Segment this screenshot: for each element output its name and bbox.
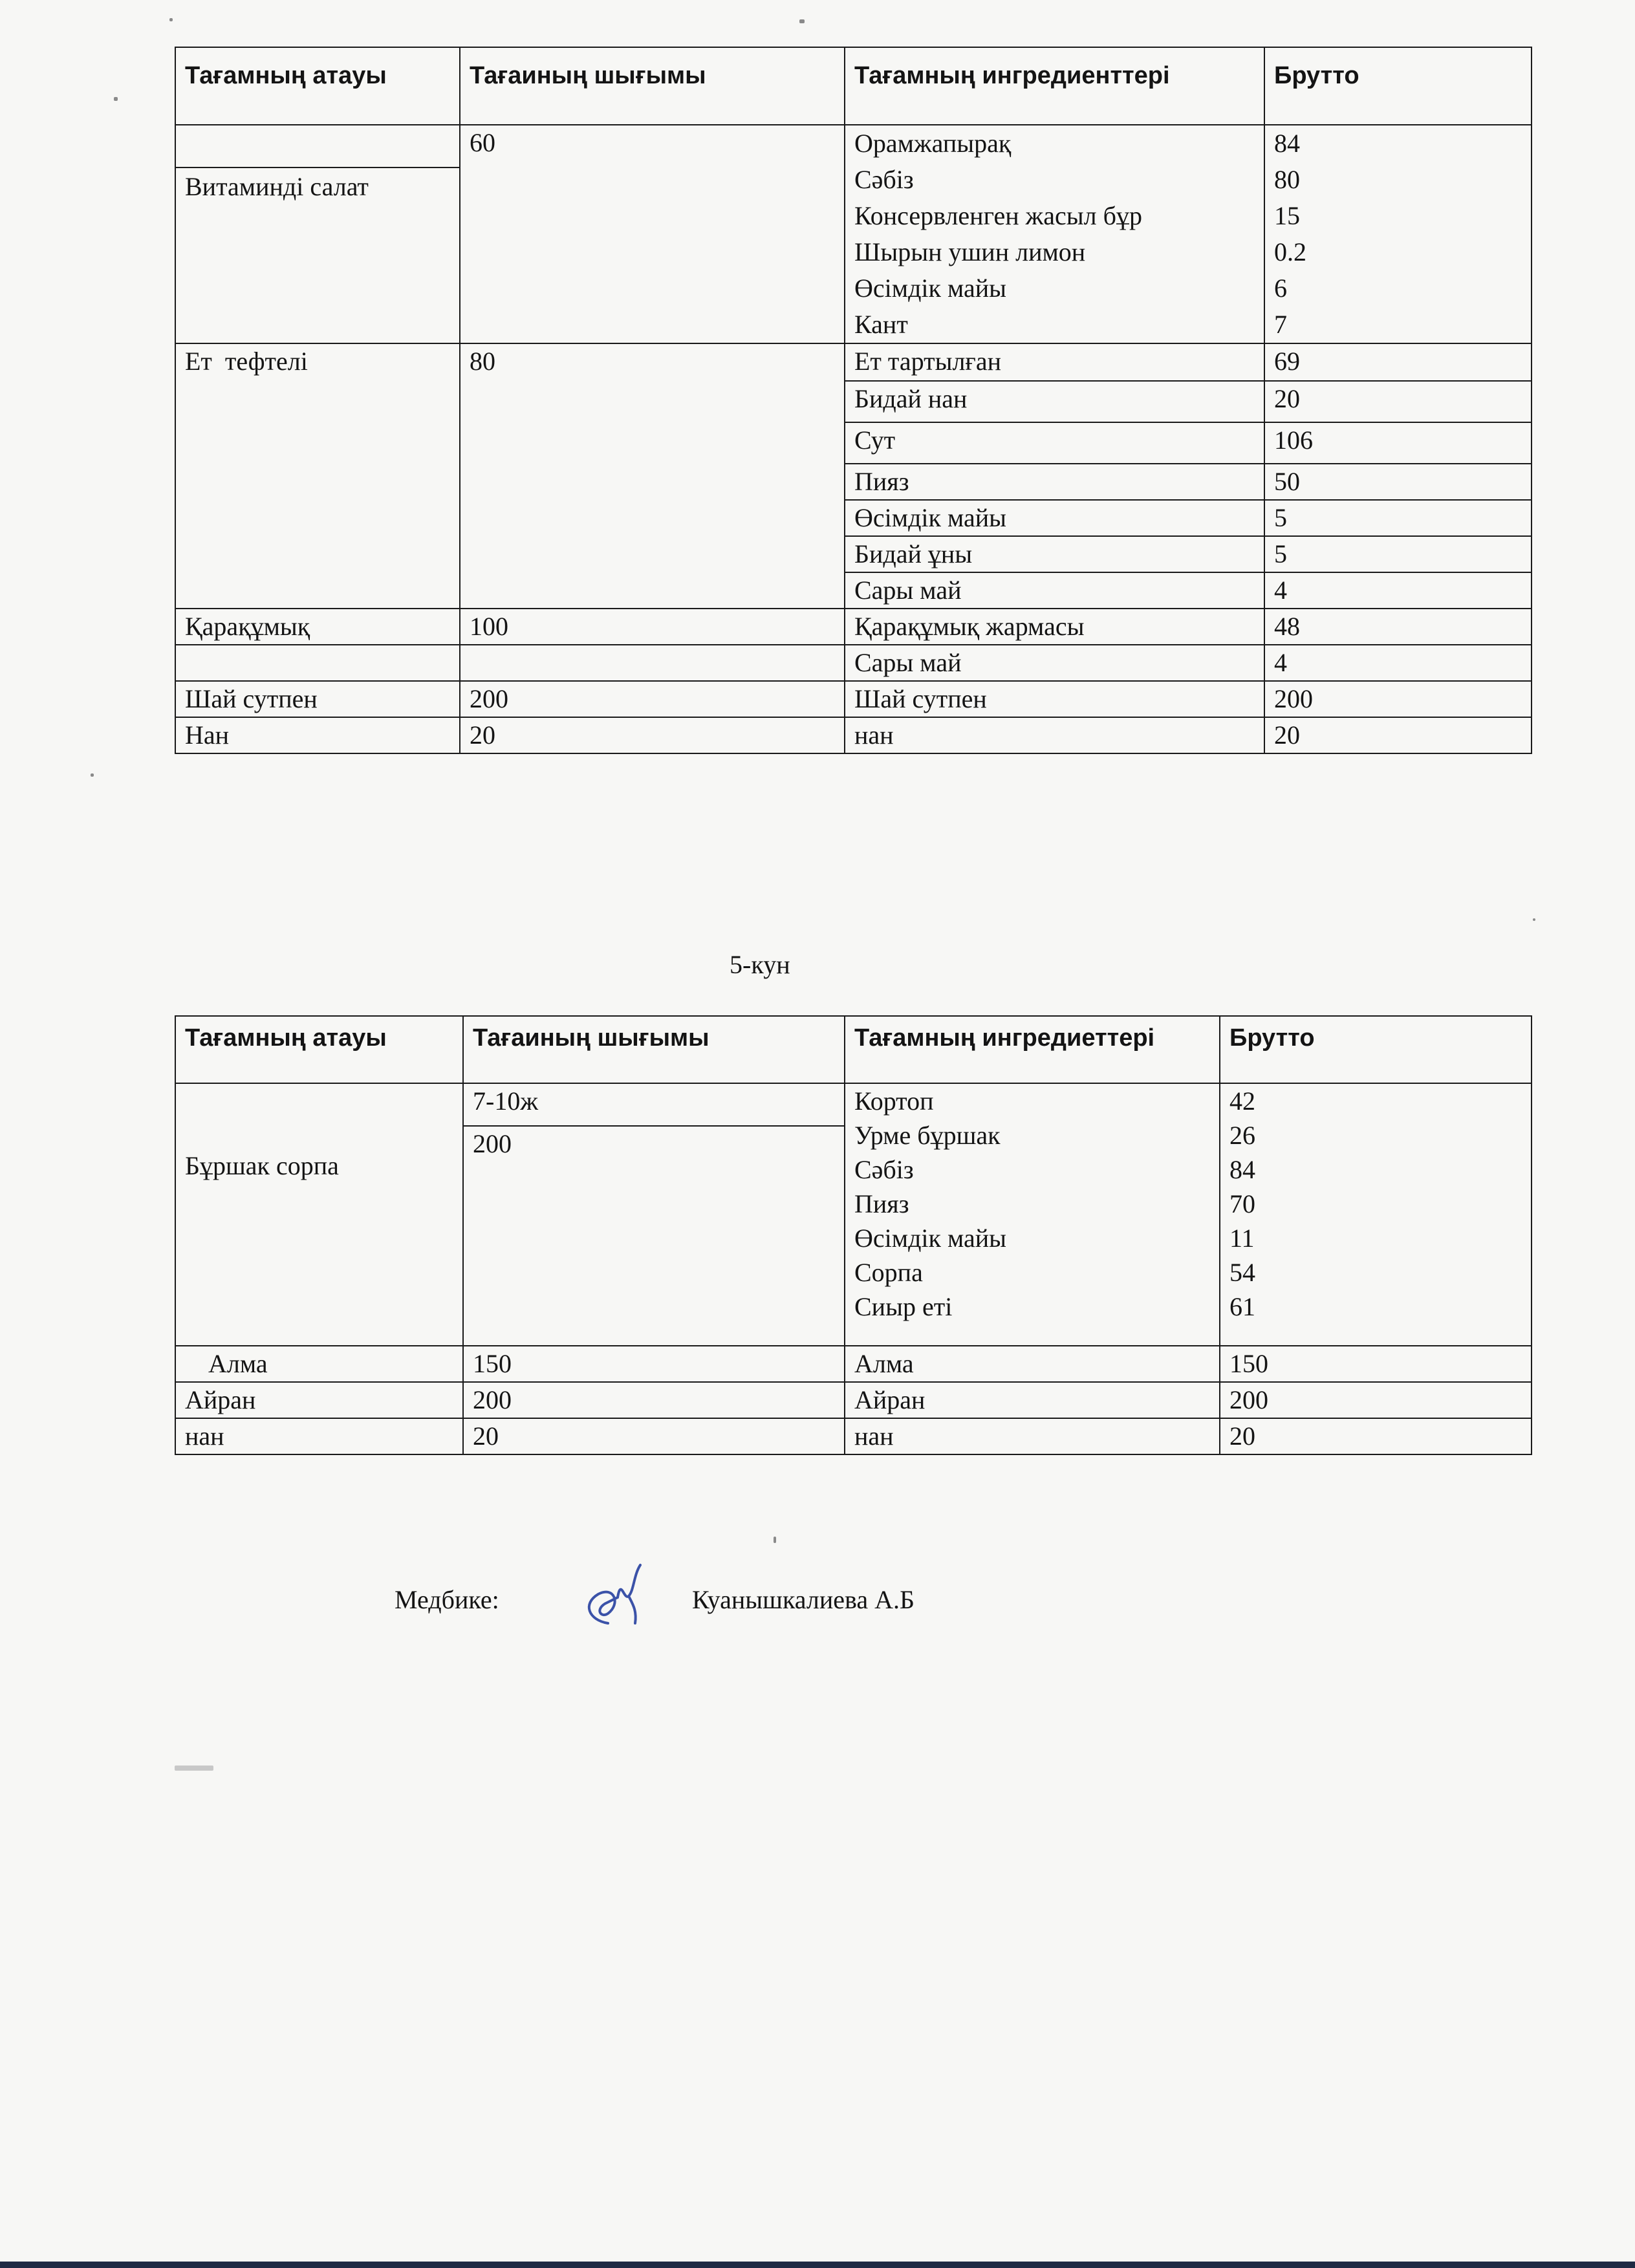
nurse-label: Медбике: <box>395 1585 499 1614</box>
table-row <box>175 1346 1532 1382</box>
col-header-dish-name: Тағамның атауы <box>175 1016 463 1083</box>
menu-table-day5 <box>175 1015 1532 1455</box>
brutto-value: 11 <box>1229 1224 1255 1253</box>
menu-table-day4 <box>175 47 1532 754</box>
brutto-value: 20 <box>1264 717 1532 753</box>
dish-output: 80 <box>460 343 845 609</box>
ingredient: Консервленген жасыл бұр <box>854 201 1142 230</box>
ingredient: Сары май <box>845 572 1264 609</box>
table-row <box>175 645 1532 681</box>
brutto-value: 5 <box>1264 500 1532 536</box>
table-row <box>175 125 1532 167</box>
ingredient: Сәбіз <box>854 1155 914 1184</box>
dish-output: 100 <box>460 609 845 645</box>
brutto-value: 200 <box>1220 1382 1532 1418</box>
table-row <box>175 609 1532 645</box>
brutto-value: 84 <box>1229 1155 1255 1184</box>
dish-name: Ет тефтелі <box>175 343 460 609</box>
table-row <box>175 1418 1532 1454</box>
dish-name-cell-empty <box>175 645 460 681</box>
dish-name: Қарақұмық <box>175 609 460 645</box>
scan-speck <box>1533 918 1535 921</box>
ingredient: Шай сутпен <box>845 681 1264 717</box>
scan-speck <box>114 97 118 101</box>
handwritten-signature <box>569 1539 673 1636</box>
table-row <box>175 1083 1532 1126</box>
ingredient: Сорпа <box>854 1258 923 1287</box>
ingredient: Бидай ұны <box>845 536 1264 572</box>
dish-age-group: 7-10ж <box>463 1083 845 1126</box>
ingredient: Урме бұршак <box>854 1121 1001 1150</box>
scan-speck <box>91 773 94 777</box>
ingredient: Алма <box>845 1346 1220 1382</box>
ingredient: Сәбіз <box>854 165 914 194</box>
brutto-value: 0.2 <box>1274 237 1306 266</box>
ingredient: Орамжапырақ <box>854 129 1012 158</box>
dish-output: 200 <box>463 1126 845 1346</box>
brutto-list <box>1264 125 1532 343</box>
brutto-value: 5 <box>1264 536 1532 572</box>
brutto-value: 6 <box>1274 274 1287 303</box>
ingredient: нан <box>845 717 1264 753</box>
col-header-ingredients: Тағамның ингредиеттері <box>845 1016 1220 1083</box>
col-header-brutto: Брутто <box>1264 47 1532 125</box>
brutto-value: 42 <box>1229 1086 1255 1116</box>
ingredient: Кант <box>854 310 908 339</box>
brutto-value: 48 <box>1264 609 1532 645</box>
scan-speck <box>175 1766 213 1771</box>
scan-speck <box>799 19 805 23</box>
scan-speck <box>169 18 173 21</box>
brutto-list <box>1220 1083 1532 1346</box>
brutto-value: 80 <box>1274 165 1300 194</box>
dish-output: 200 <box>460 681 845 717</box>
table-row <box>175 1382 1532 1418</box>
brutto-value: 54 <box>1229 1258 1255 1287</box>
table-row <box>175 681 1532 717</box>
brutto-value: 50 <box>1264 464 1532 500</box>
col-header-brutto: Брутто <box>1220 1016 1532 1083</box>
dish-name: нан <box>175 1418 463 1454</box>
ingredient: Айран <box>845 1382 1220 1418</box>
ingredients-list <box>845 125 1264 343</box>
table-row <box>175 717 1532 753</box>
dish-output: 20 <box>463 1418 845 1454</box>
col-header-output: Тағаиның шығымы <box>460 47 845 125</box>
ingredient: Ет тартылған <box>845 343 1264 381</box>
ingredient: Кортоп <box>854 1086 934 1116</box>
dish-output: 150 <box>463 1346 845 1382</box>
brutto-value: 26 <box>1229 1121 1255 1150</box>
ingredient: Сиыр еті <box>854 1292 953 1321</box>
brutto-value: 70 <box>1229 1189 1255 1218</box>
brutto-value: 150 <box>1220 1346 1532 1382</box>
brutto-value: 106 <box>1264 422 1532 464</box>
signature-block <box>388 1571 1035 1649</box>
ingredient: Сары май <box>845 645 1264 681</box>
brutto-value: 200 <box>1264 681 1532 717</box>
brutto-value: 15 <box>1274 201 1300 230</box>
brutto-value: 20 <box>1220 1418 1532 1454</box>
dish-name: Витаминді салат <box>175 167 460 343</box>
table-row <box>175 343 1532 381</box>
nurse-name: Куанышкалиева А.Б <box>692 1585 915 1614</box>
dish-name: Шай сутпен <box>175 681 460 717</box>
ingredient: Сут <box>845 422 1264 464</box>
brutto-value: 20 <box>1264 381 1532 422</box>
col-header-ingredients: Тағамның ингредиенттері <box>845 47 1264 125</box>
col-header-dish-name: Тағамның атауы <box>175 47 460 125</box>
table-header-row <box>175 47 1532 125</box>
brutto-value: 61 <box>1229 1292 1255 1321</box>
dish-name-cell-empty <box>175 125 460 167</box>
dish-output: 20 <box>460 717 845 753</box>
ingredient: Бидай нан <box>845 381 1264 422</box>
brutto-value: 69 <box>1264 343 1532 381</box>
dish-output: 200 <box>463 1382 845 1418</box>
ingredient: Өсімдік майы <box>854 274 1007 303</box>
brutto-value: 7 <box>1274 310 1287 339</box>
table-header-row <box>175 1016 1532 1083</box>
ingredient: Өсімдік майы <box>845 500 1264 536</box>
dish-name: Нан <box>175 717 460 753</box>
dish-name: Айран <box>175 1382 463 1418</box>
ingredient: Пияз <box>845 464 1264 500</box>
brutto-value: 4 <box>1264 645 1532 681</box>
scan-speck <box>774 1537 776 1543</box>
ingredient: Шырын ушин лимон <box>854 237 1086 266</box>
ingredient: Қарақұмық жармасы <box>845 609 1264 645</box>
dish-output: 60 <box>460 125 845 343</box>
dish-name: Бұршак сорпа <box>175 1083 463 1346</box>
col-header-output: Тағаиның шығымы <box>463 1016 845 1083</box>
ingredient: Пияз <box>854 1189 909 1218</box>
brutto-value: 4 <box>1264 572 1532 609</box>
day-heading: 5-кун <box>730 950 790 979</box>
ingredient: нан <box>845 1418 1220 1454</box>
scan-bottom-edge <box>0 2262 1635 2268</box>
dish-name: Алма <box>175 1346 463 1382</box>
ingredient: Өсімдік майы <box>854 1224 1007 1253</box>
brutto-value: 84 <box>1274 129 1300 158</box>
ingredients-list <box>845 1083 1220 1346</box>
dish-output-cell-empty <box>460 645 845 681</box>
